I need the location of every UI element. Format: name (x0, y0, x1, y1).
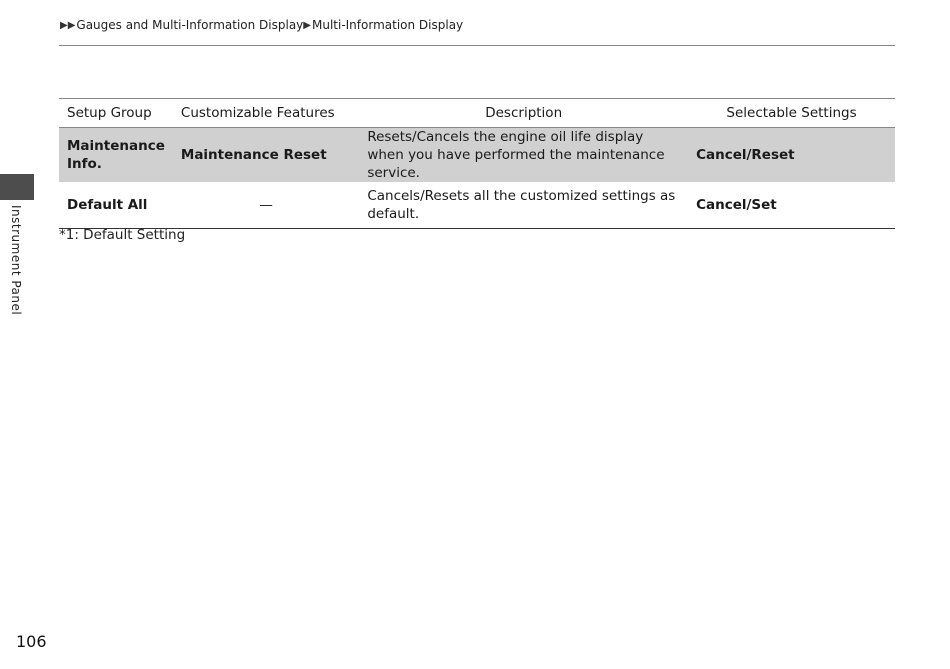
arrow-icon: ▶ (303, 19, 311, 31)
section-tab-marker (0, 174, 34, 200)
cell-setup-group: Maintenance Info. (59, 128, 173, 183)
breadcrumb (60, 18, 463, 32)
header-setup-group: Setup Group (59, 99, 173, 128)
header-customizable-features: Customizable Features (173, 99, 359, 128)
table-header-row (59, 99, 895, 128)
table-row (59, 128, 895, 183)
footnote: *1: Default Setting (59, 227, 186, 243)
breadcrumb-section-link[interactable]: Gauges and Multi-Information Display (76, 18, 304, 32)
breadcrumb-page-link[interactable]: Multi-Information Display (311, 18, 464, 32)
header-selectable-settings: Selectable Settings (688, 99, 895, 128)
header-description: Description (359, 99, 688, 128)
double-arrow-icon: ▶▶ (60, 19, 76, 31)
header-divider (59, 45, 895, 46)
section-side-label: Instrument Panel (9, 205, 23, 316)
cell-description: Resets/Cancels the engine oil life display when you have performed the maintenance service. (359, 128, 688, 183)
table-row (59, 182, 895, 229)
cell-settings: Cancel/Reset (688, 128, 895, 183)
cell-setup-group: Default All (59, 182, 173, 229)
page-number: 106 (16, 632, 47, 651)
cell-feature: Maintenance Reset (173, 128, 359, 183)
cell-feature: — (173, 182, 359, 229)
cell-settings: Cancel/Set (688, 182, 895, 229)
cell-description: Cancels/Resets all the customized settings as default. (359, 182, 688, 229)
customizable-features-table (59, 98, 895, 229)
